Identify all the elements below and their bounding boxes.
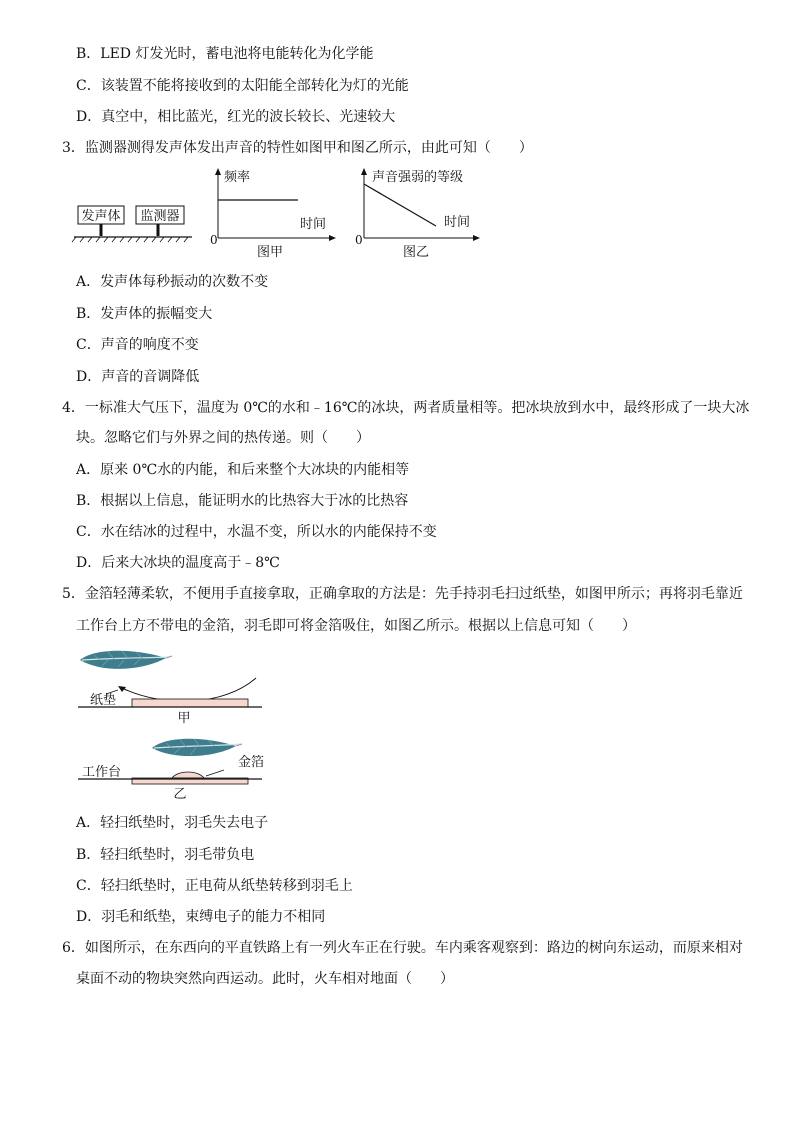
q3-option-d: D．声音的音调降低 [76, 369, 200, 385]
chart1-origin: 0 [210, 233, 218, 247]
q4-stem-line2: 块。忽略它们与外界之间的热传递。则（ ） [76, 430, 370, 446]
chart2-caption: 图乙 [402, 245, 430, 260]
q5-option-a: A．轻扫纸垫时，羽毛失去电子 [76, 815, 269, 831]
q5-option-c: C．轻扫纸垫时，正电荷从纸垫转移到羽毛上 [76, 878, 353, 894]
paper-pad [132, 699, 248, 707]
q6-stem-line2: 桌面不动的物块突然向西运动。此时，火车相对地面（ ） [76, 971, 454, 987]
q2-option-b: B．LED 灯发光时，蓄电池将电能转化为化学能 [76, 46, 374, 62]
chart-frequency [210, 168, 336, 260]
caption-b: 乙 [173, 787, 187, 802]
q3-option-a: A．发声体每秒振动的次数不变 [76, 274, 269, 290]
sweep-arc [122, 678, 256, 701]
gold-foil [172, 772, 204, 778]
foil-label: 金箔 [238, 755, 265, 770]
q2-option-d: D．真空中，相比蓝光，红光的波长较长、光速较大 [76, 109, 396, 125]
chart2-xlabel: 时间 [444, 215, 471, 230]
sound-source-label: 发声体 [81, 209, 121, 224]
sound-source-setup [72, 206, 192, 242]
chart2-ylabel: 声音强弱的等级 [372, 170, 464, 185]
paper-pad-label: 纸垫 [90, 693, 117, 708]
q3-figure [70, 166, 490, 262]
q2-option-c: C．该装置不能将接收到的太阳能全部转化为灯的光能 [76, 78, 409, 94]
q5-option-d: D．羽毛和纸垫，束缚电子的能力不相同 [76, 909, 326, 925]
q4-stem-line1: 4．一标准大气压下，温度为 0℃的水和﹣16℃的冰块，两者质量相等。把冰块放到水中，最终形成了一块大冰 [62, 400, 750, 416]
q3-option-b: B．发声体的振幅变大 [76, 306, 213, 322]
feather-b [152, 739, 242, 756]
q3-option-c: C．声音的响度不变 [76, 337, 199, 353]
q5-stem-line2: 工作台上方不带电的金箔，羽毛即可将金箔吸住，如图乙所示。根据以上信息可知（ ） [76, 618, 636, 634]
q4-option-b: B．根据以上信息，能证明水的比热容大于冰的比热容 [76, 493, 409, 509]
q4-option-c: C．水在结冰的过程中，水温不变，所以水的内能保持不变 [76, 524, 437, 540]
chart1-ylabel: 频率 [224, 170, 251, 185]
chart-loudness [355, 168, 480, 260]
q3-stem: 3．监测器测得发声体发出声音的特性如图甲和图乙所示，由此可知（ ） [62, 140, 533, 156]
chart2-series-line [364, 184, 436, 226]
monitor-label: 监测器 [140, 209, 180, 224]
q4-option-d: D．后来大冰块的温度高于﹣8℃ [76, 555, 280, 571]
chart1-caption: 图甲 [256, 245, 284, 260]
q4-option-a: A．原来 0℃水的内能，和后来整个大冰块的内能相等 [76, 462, 410, 478]
workbench-label: 工作台 [82, 765, 122, 780]
q5-stem-line1: 5．金箔轻薄柔软，不便用手直接拿取，正确拿取的方法是：先手持羽毛扫过纸垫，如图甲所示；再将羽毛靠近 [62, 586, 743, 602]
chart2-origin: 0 [355, 233, 363, 247]
q5-option-b: B．轻扫纸垫时，羽毛带负电 [76, 847, 255, 863]
q6-stem-line1: 6．如图所示，在东西向的平直铁路上有一列火车正在行驶。车内乘客观察到：路边的树向东运动，而原来相对 [62, 940, 743, 956]
caption-a: 甲 [177, 711, 191, 726]
chart1-xlabel: 时间 [300, 217, 327, 232]
feather-a [80, 651, 172, 669]
q5-figure [74, 644, 284, 804]
